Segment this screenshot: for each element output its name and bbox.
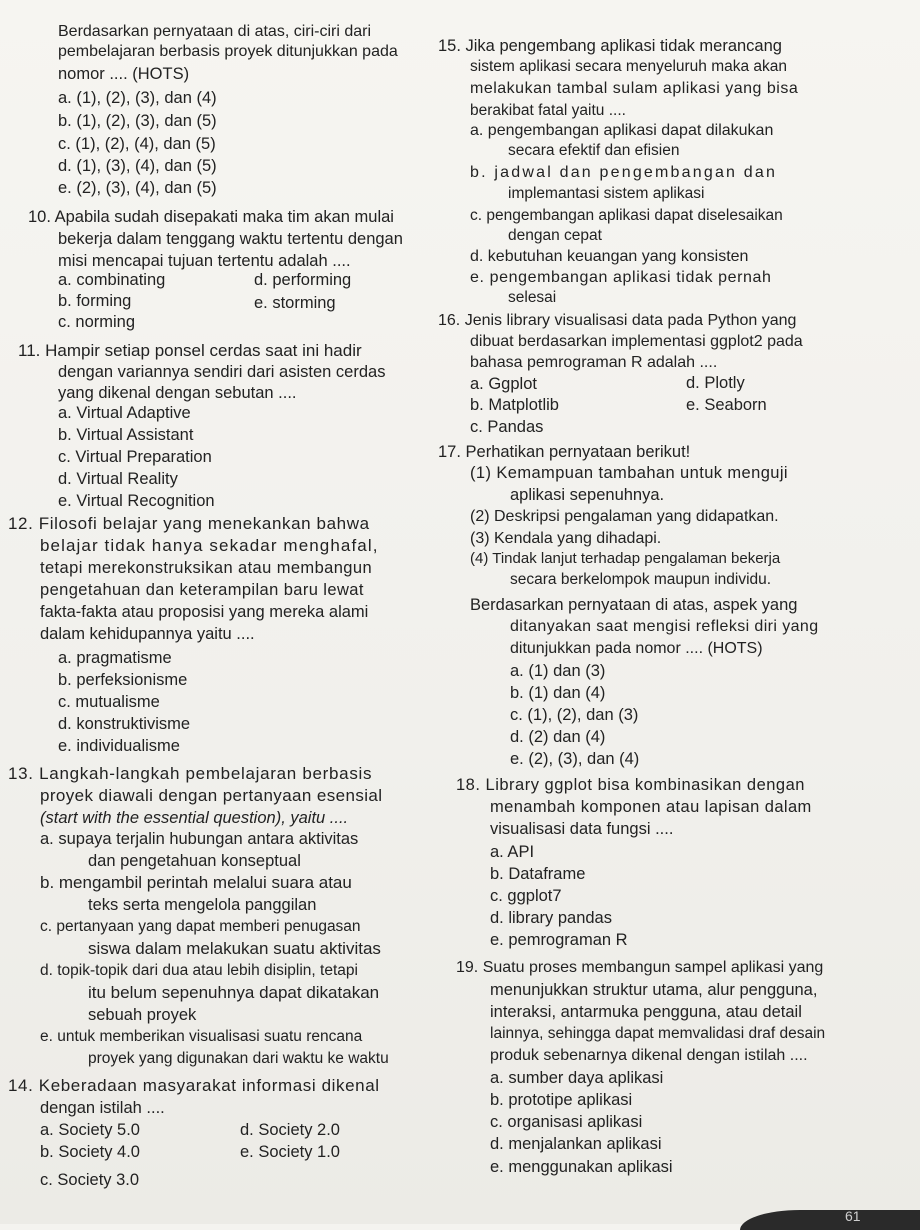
q19-option-d: d. menjalankan aplikasi xyxy=(490,1135,662,1153)
q9-option-a: a. (1), (2), (3), dan (4) xyxy=(58,89,217,107)
q17-option-d: d. (2) dan (4) xyxy=(510,728,606,746)
q15-option-c-line2: dengan cepat xyxy=(508,227,602,244)
q15-stem-line3: melakukan tambal sulam aplikasi yang bisa xyxy=(470,80,799,97)
q13-stem-line3: (start with the essential question), yaitu .... xyxy=(40,809,349,827)
q9-stem-line1: Berdasarkan pernyataan di atas, ciri-ciri dari xyxy=(58,23,372,40)
q16-option-d: d. Plotly xyxy=(686,374,745,392)
q19-option-a: a. sumber daya aplikasi xyxy=(490,1069,664,1087)
q9-stem-line3: nomor .... (HOTS) xyxy=(58,65,190,83)
q12-stem-line5: fakta-fakta atau proposisi yang mereka alami xyxy=(40,603,369,621)
q11-stem-line1: 11. Hampir setiap ponsel cerdas saat ini hadir xyxy=(18,341,362,360)
q16-option-e: e. Seaborn xyxy=(686,396,767,414)
q13-option-b-line2: teks serta mengelola panggilan xyxy=(88,896,317,914)
q18-option-d: d. library pandas xyxy=(490,909,612,927)
q14-stem-line2: dengan istilah .... xyxy=(40,1099,165,1117)
q19-stem-line5: produk sebenarnya dikenal dengan istilah .... xyxy=(490,1047,808,1064)
q11-option-b: b. Virtual Assistant xyxy=(58,426,194,444)
q18-stem-line3: visualisasi data fungsi .... xyxy=(490,820,674,838)
q17-statement-1-line2: aplikasi sepenuhnya. xyxy=(510,486,665,504)
q12-option-a: a. pragmatisme xyxy=(58,649,172,667)
q15-option-b-line1: b. jadwal dan pengembangan dan xyxy=(470,164,778,181)
q13-option-e-line2: proyek yang digunakan dari waktu ke waktu xyxy=(88,1050,389,1067)
q10-stem-line2: bekerja dalam tenggang waktu tertentu dengan xyxy=(58,230,403,248)
q18-stem-line2: menambah komponen atau lapisan dalam xyxy=(490,798,812,816)
q17-stem-line1: 17. Perhatikan pernyataan berikut! xyxy=(438,443,691,461)
q19-stem-line1: 19. Suatu proses membangun sampel aplikasi yang xyxy=(456,959,824,976)
q14-stem-line1: 14. Keberadaan masyarakat informasi dikenal xyxy=(8,1076,380,1095)
q16-option-a: a. Ggplot xyxy=(470,375,537,393)
q19-option-e: e. menggunakan aplikasi xyxy=(490,1158,673,1176)
q9-option-d: d. (1), (3), (4), dan (5) xyxy=(58,157,217,175)
q15-option-c-line1: c. pengembangan aplikasi dapat diselesaikan xyxy=(470,207,783,224)
q18-option-e: e. pemrograman R xyxy=(490,931,628,949)
q17-statement-1-line1: (1) Kemampuan tambahan untuk menguji xyxy=(470,464,788,482)
q17-option-e: e. (2), (3), dan (4) xyxy=(510,750,640,768)
q15-option-b-line2: implemantasi sistem aplikasi xyxy=(508,185,705,202)
q11-option-e: e. Virtual Recognition xyxy=(58,492,215,510)
q15-option-e-line1: e. pengembangan aplikasi tidak pernah xyxy=(470,269,772,286)
q19-stem-line2: menunjukkan struktur utama, alur pengguna, xyxy=(490,981,818,999)
q13-option-d-line2: itu belum sepenuhnya dapat dikatakan xyxy=(88,983,380,1002)
q14-option-c: c. Society 3.0 xyxy=(40,1171,140,1189)
q17-statement-2: (2) Deskripsi pengalaman yang didapatkan. xyxy=(470,508,779,525)
q13-option-a-line1: a. supaya terjalin hubungan antara aktivitas xyxy=(40,830,359,848)
q12-option-d: d. konstruktivisme xyxy=(58,715,191,733)
q15-stem-line2: sistem aplikasi secara menyeluruh maka akan xyxy=(470,58,788,75)
q19-stem-line3: interaksi, antarmuka pengguna, atau detail xyxy=(490,1003,802,1021)
q12-option-c: c. mutualisme xyxy=(58,693,160,711)
q13-option-c-line2: siswa dalam melakukan suatu aktivitas xyxy=(88,939,381,958)
q14-option-b: b. Society 4.0 xyxy=(40,1143,140,1161)
q18-stem-line1: 18. Library ggplot bisa kombinasikan dengan xyxy=(456,776,805,794)
q12-stem-line3: tetapi merekonstruksikan atau membangun xyxy=(40,559,373,577)
q9-option-b: b. (1), (2), (3), dan (5) xyxy=(58,112,217,130)
q14-option-d: d. Society 2.0 xyxy=(240,1121,340,1139)
q16-stem-line3: bahasa pemrograman R adalah .... xyxy=(470,354,718,371)
q19-stem-line4: lainnya, sehingga dapat memvalidasi draf desain xyxy=(490,1025,826,1042)
q15-option-a-line2: secara efektif dan efisien xyxy=(508,142,680,159)
q16-option-c: c. Pandas xyxy=(470,418,544,436)
q12-stem-line6: dalam kehidupannya yaitu .... xyxy=(40,625,255,643)
q12-stem-line1: 12. Filosofi belajar yang menekankan bahwa xyxy=(8,514,370,533)
page-number: 61 xyxy=(845,1208,861,1224)
q12-stem-line4: pengetahuan dan keterampilan baru lewat xyxy=(40,581,364,599)
page-corner-tab xyxy=(740,1210,920,1230)
q10-option-a: a. combinating xyxy=(58,271,166,289)
q13-option-b-line1: b. mengambil perintah melalui suara atau xyxy=(40,873,352,892)
q17-option-b: b. (1) dan (4) xyxy=(510,684,606,702)
q10-option-b: b. forming xyxy=(58,292,132,310)
q9-option-c: c. (1), (2), (4), dan (5) xyxy=(58,135,216,153)
q9-option-e: e. (2), (3), (4), dan (5) xyxy=(58,179,217,197)
q13-stem-line2: proyek diawali dengan pertanyaan esensial xyxy=(40,786,383,805)
q18-option-b: b. Dataframe xyxy=(490,865,586,883)
q13-option-c-line1: c. pertanyaan yang dapat memberi penugasan xyxy=(40,918,361,935)
q15-option-e-line2: selesai xyxy=(508,289,557,306)
q10-option-c: c. norming xyxy=(58,313,136,331)
q13-stem-line1: 13. Langkah-langkah pembelajaran berbasis xyxy=(8,764,373,783)
q19-option-c: c. organisasi aplikasi xyxy=(490,1113,643,1131)
q10-stem-line3: misi mencapai tujuan tertentu adalah .... xyxy=(58,252,351,270)
q16-stem-line2: dibuat berdasarkan implementasi ggplot2 pada xyxy=(470,333,803,350)
q15-stem-line1: 15. Jika pengembang aplikasi tidak merancang xyxy=(438,37,782,55)
q13-option-d-line1: d. topik-topik dari dua atau lebih disiplin, tetapi xyxy=(40,962,358,979)
q17-statement-4-line1: (4) Tindak lanjut terhadap pengalaman bekerja xyxy=(470,550,781,567)
q11-option-c: c. Virtual Preparation xyxy=(58,448,212,466)
q12-stem-line2: belajar tidak hanya sekadar menghafal, xyxy=(40,536,379,555)
q17-statement-3: (3) Kendala yang dihadapi. xyxy=(470,530,662,547)
q17-option-c: c. (1), (2), dan (3) xyxy=(510,706,639,724)
q17-prompt-line3: ditunjukkan pada nomor .... (HOTS) xyxy=(510,640,763,657)
q18-option-a: a. API xyxy=(490,843,535,861)
q10-option-d: d. performing xyxy=(254,271,352,289)
q13-option-a-line2: dan pengetahuan konseptual xyxy=(88,852,301,870)
q11-option-a: a. Virtual Adaptive xyxy=(58,404,191,422)
q14-option-e: e. Society 1.0 xyxy=(240,1143,340,1161)
q15-option-d: d. kebutuhan keuangan yang konsisten xyxy=(470,248,749,265)
q13-option-d-line3: sebuah proyek xyxy=(88,1006,197,1024)
q12-option-b: b. perfeksionisme xyxy=(58,671,188,689)
q10-option-e: e. storming xyxy=(254,294,336,312)
q17-option-a: a. (1) dan (3) xyxy=(510,662,606,680)
q11-stem-line2: dengan variannya sendiri dari asisten cerdas xyxy=(58,363,386,381)
q9-stem-line2: pembelajaran berbasis proyek ditunjukkan pada xyxy=(58,43,398,60)
q11-stem-line3: yang dikenal dengan sebutan .... xyxy=(58,384,297,402)
q17-prompt-line2: ditanyakan saat mengisi refleksi diri yang xyxy=(510,618,819,635)
q17-prompt-line1: Berdasarkan pernyataan di atas, aspek yang xyxy=(470,596,798,614)
q16-option-b: b. Matplotlib xyxy=(470,396,559,414)
q10-stem-line1: 10. Apabila sudah disepakati maka tim akan mulai xyxy=(28,208,394,226)
q15-option-a-line1: a. pengembangan aplikasi dapat dilakukan xyxy=(470,122,774,139)
q19-option-b: b. prototipe aplikasi xyxy=(490,1091,633,1109)
q18-option-c: c. ggplot7 xyxy=(490,887,562,905)
q11-option-d: d. Virtual Reality xyxy=(58,470,178,488)
q17-statement-4-line2: secara berkelompok maupun individu. xyxy=(510,571,772,588)
q14-option-a: a. Society 5.0 xyxy=(40,1121,140,1139)
q15-stem-line4: berakibat fatal yaitu .... xyxy=(470,102,626,119)
q16-stem-line1: 16. Jenis library visualisasi data pada Python yang xyxy=(438,312,797,329)
q13-option-e-line1: e. untuk memberikan visualisasi suatu rencana xyxy=(40,1028,363,1045)
q12-option-e: e. individualisme xyxy=(58,737,180,755)
